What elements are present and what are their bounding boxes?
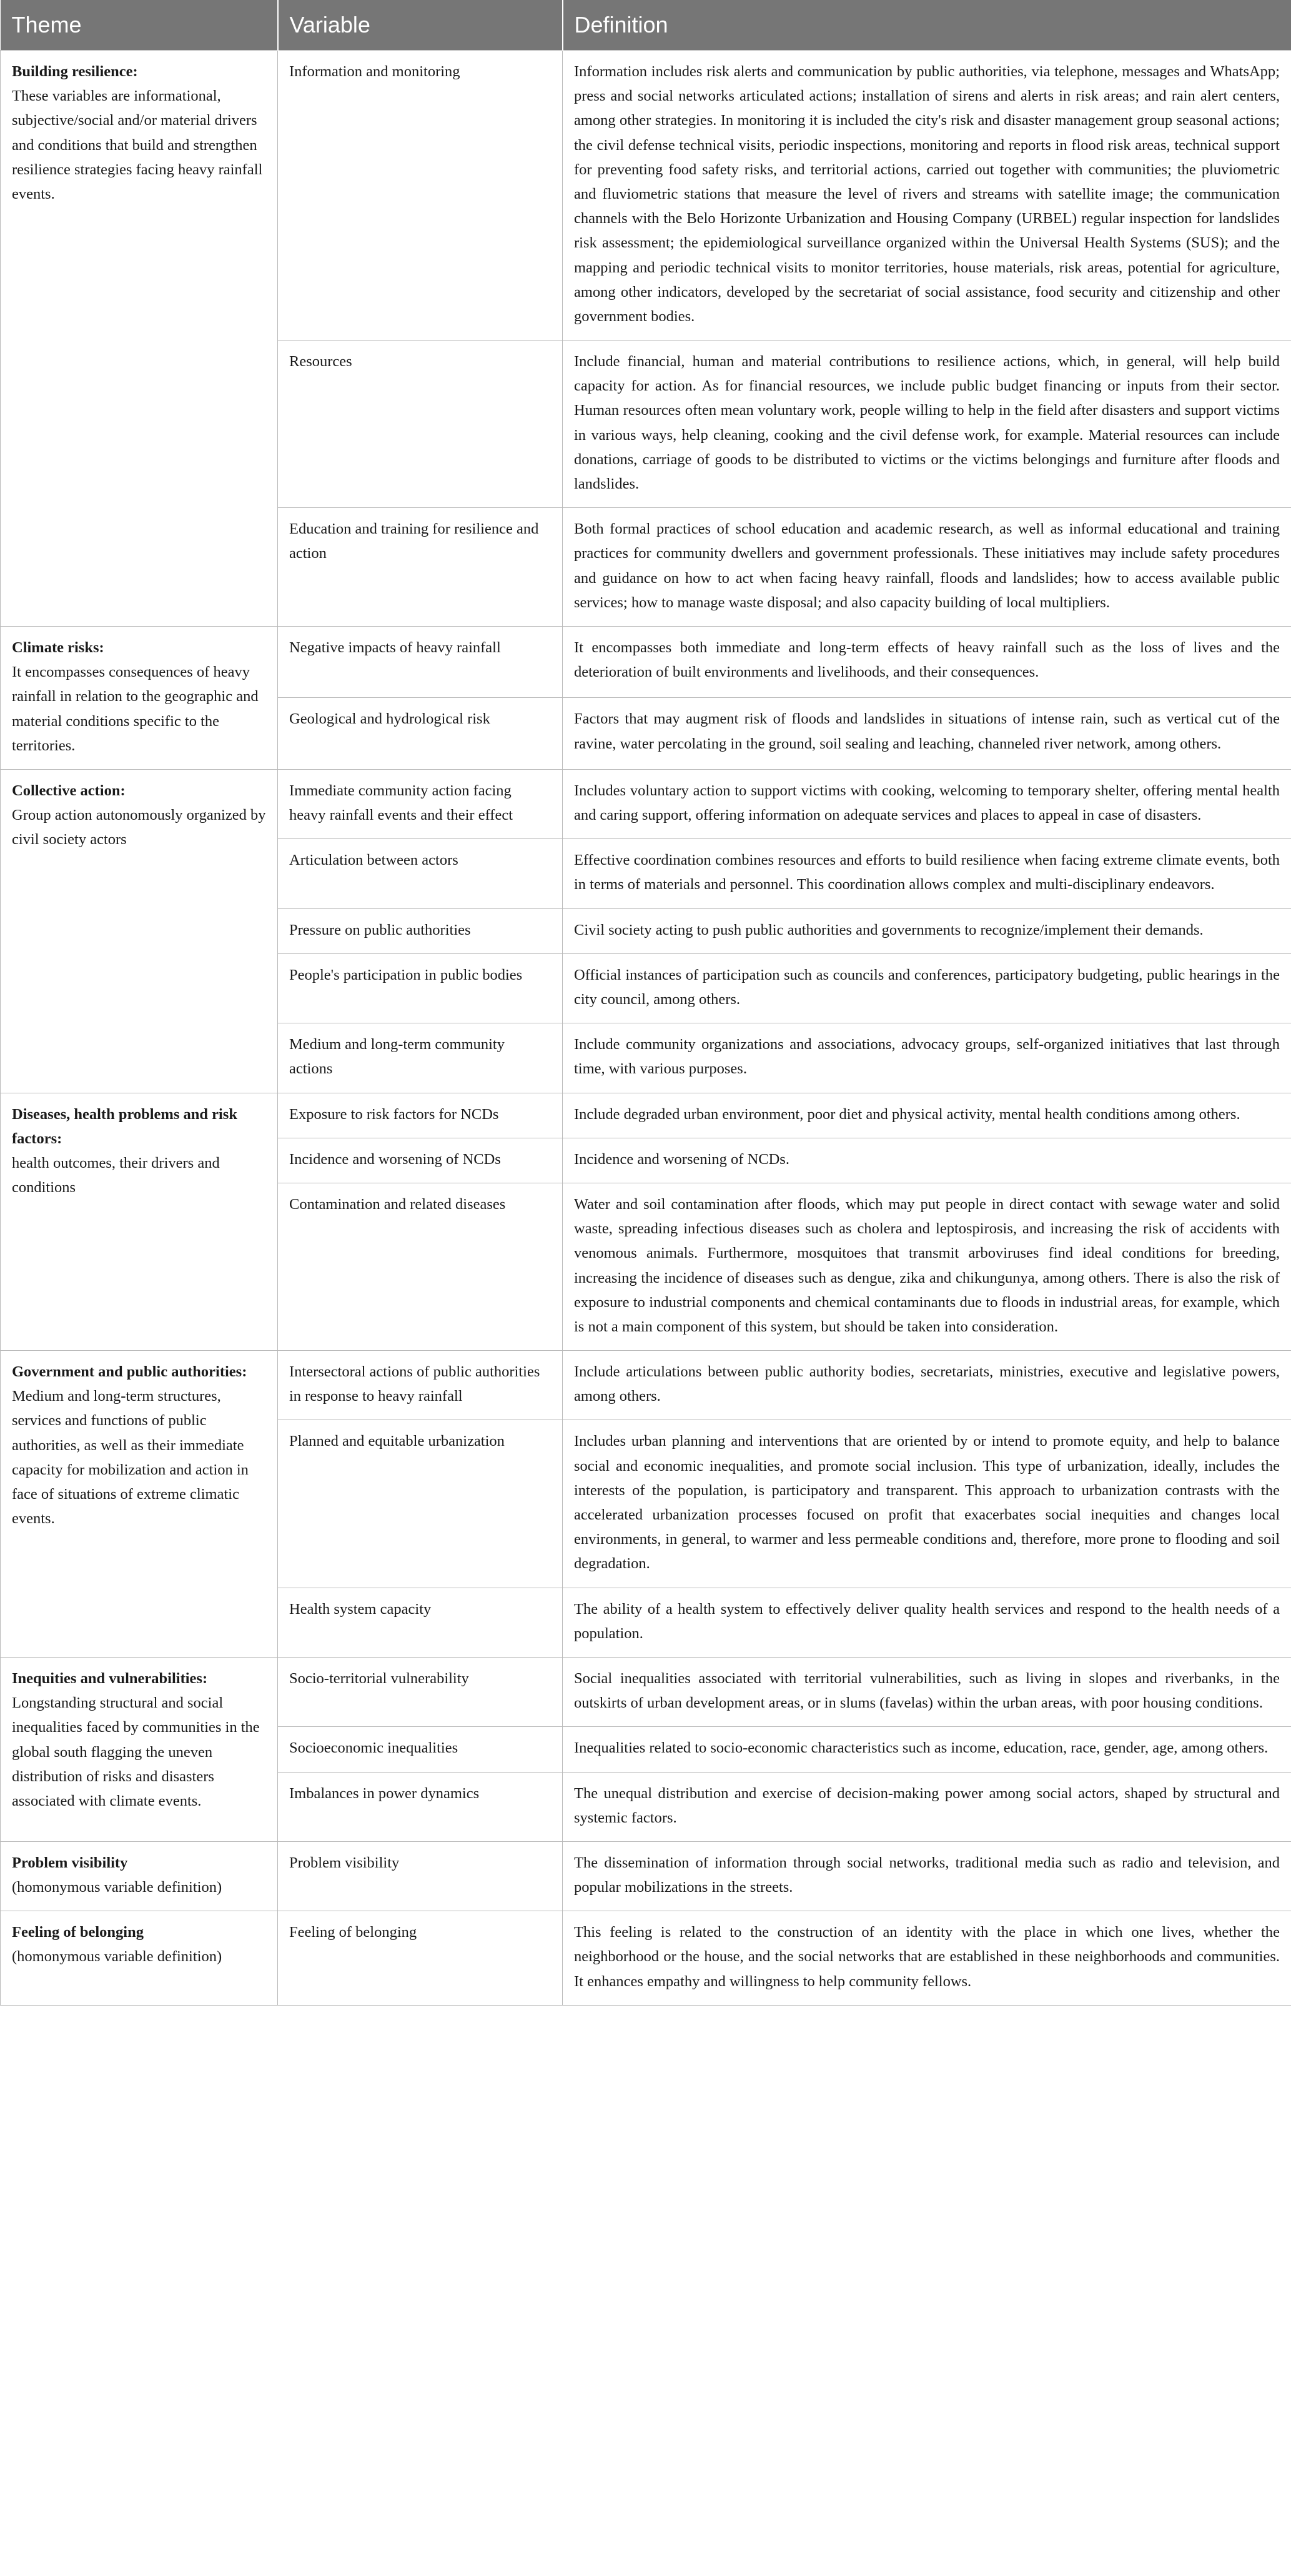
- theme-description: It encompasses consequences of heavy rainfall in relation to the geographic and material conditions specific to the territories.: [12, 664, 259, 754]
- definition-cell: Includes voluntary action to support victims with cooking, welcoming to temporary shelter, offering mental health and caring support, offering information on adequate services and places to appeal in case of disasters.: [563, 769, 1291, 838]
- variable-cell: Negative impacts of heavy rainfall: [278, 626, 563, 697]
- variable-cell: Articulation between actors: [278, 839, 563, 908]
- variable-cell: Medium and long-term community actions: [278, 1023, 563, 1093]
- theme-description: (homonymous variable definition): [12, 1948, 222, 1966]
- theme-title: Problem visibility: [12, 1854, 128, 1871]
- variable-cell: People's participation in public bodies: [278, 953, 563, 1023]
- variable-cell: Contamination and related diseases: [278, 1183, 563, 1350]
- theme-description: health outcomes, their drivers and conditions: [12, 1154, 220, 1196]
- variable-cell: Socio-territorial vulnerability: [278, 1657, 563, 1726]
- definition-cell: Social inequalities associated with territorial vulnerabilities, such as living in slopes and riverbanks, in the outskirts of urban development areas, or in slums (favelas) within the urban areas, with poor housing conditions.: [563, 1657, 1291, 1726]
- theme-description: Longstanding structural and social inequalities faced by communities in the global south flagging the uneven distribution of risks and disasters associated with climate events.: [12, 1694, 260, 1809]
- variable-cell: Pressure on public authorities: [278, 908, 563, 953]
- definition-cell: Information includes risk alerts and communication by public authorities, via telephone, messages and WhatsApp; press and social networks articulated actions; installation of sirens and alerts in risk areas; and rain alert centers, among other strategies. In monitoring it is included the city's risk and disaster management group seasonal actions; the civil defense technical visits, periodic inspections, monitoring and reports in flood risk areas, technical support for preventing food safety risks, and territorial actions, carried out together with communities; the pluviometric and fluviometric stations that measure the level of rivers and streams with satellite image; the communication channels with the Belo Horizonte Urbanization and Housing Company (URBEL) regular inspection for landslides risk assessment; the epidemiological surveillance organized within the Universal Health Systems (SUS); and the mapping and periodic technical visits to monitor territories, house materials, risk areas, potential for agriculture, among other indicators, developed by the secretariat of social assistance, food security and citizenship and other government bodies.: [563, 51, 1291, 341]
- theme-title: Collective action:: [12, 782, 126, 799]
- definition-cell: Official instances of participation such as councils and conferences, participatory budgeting, public hearings in the city council, among others.: [563, 953, 1291, 1023]
- definition-cell: Include degraded urban environment, poor diet and physical activity, mental health conditions among others.: [563, 1093, 1291, 1138]
- variable-cell: Health system capacity: [278, 1588, 563, 1657]
- table-row: [1, 626, 1291, 697]
- definition-cell: Both formal practices of school education and academic research, as well as informal educational and training practices for community dwellers and government professionals. These initiatives may include safety procedures and guidance on how to act when facing heavy rainfall, floods and landslides; how to access available public services; how to manage waste disposal; and also capacity building of local multipliers.: [563, 508, 1291, 627]
- variable-cell: Immediate community action facing heavy rainfall events and their effect: [278, 769, 563, 838]
- definition-cell: Includes urban planning and interventions that are oriented by or intend to promote equity, and help to balance social and economic inequalities, and promote social inclusion. This type of urbanization, ideally, includes the interests of the population, is participatory and transparent. This approach to urbanization contrasts with the accelerated urbanization processes focused on profit that exacerbates social inequities and changes local environments, in general, to warmer and less permeable conditions and, therefore, more prone to flooding and soil degradation.: [563, 1420, 1291, 1588]
- theme-cell: [1, 1351, 278, 1658]
- definition-cell: The dissemination of information through social networks, traditional media such as radio and television, and popular mobilizations in the streets.: [563, 1841, 1291, 1911]
- variable-cell: Resources: [278, 341, 563, 508]
- definition-cell: Water and soil contamination after floods, which may put people in direct contact with sewage water and solid waste, spreading infectious diseases such as cholera and leptospirosis, and increasing the risk of accidents with venomous animals. Furthermore, mosquitoes that transmit arboviruses find ideal conditions for breeding, increasing the incidence of diseases such as dengue, zika and chikungunya, among others. There is also the risk of exposure to industrial components and chemical contaminants due to floods in industrial areas, for example, which is not a main component of this system, but should be taken into consideration.: [563, 1183, 1291, 1350]
- variable-cell: Geological and hydrological risk: [278, 698, 563, 769]
- theme-cell: [1, 626, 278, 769]
- table-body: [1, 51, 1291, 2006]
- definition-cell: Effective coordination combines resources and efforts to build resilience when facing extreme climate events, both in terms of materials and personnel. This coordination allows complex and multi-disciplinary endeavors.: [563, 839, 1291, 908]
- definition-cell: Factors that may augment risk of floods and landslides in situations of intense rain, such as vertical cut of the ravine, water percolating in the ground, soil sealing and leaching, channeled river network, among others.: [563, 698, 1291, 769]
- theme-description: Medium and long-term structures, services and functions of public authorities, as well as their immediate capacity for mobilization and action in face of situations of extreme climatic events.: [12, 1388, 249, 1528]
- definition-cell: The ability of a health system to effectively deliver quality health services and respond to the health needs of a population.: [563, 1588, 1291, 1657]
- theme-cell: [1, 1657, 278, 1841]
- definition-cell: Incidence and worsening of NCDs.: [563, 1138, 1291, 1183]
- variable-cell: Intersectoral actions of public authorities in response to heavy rainfall: [278, 1351, 563, 1420]
- variable-cell: Incidence and worsening of NCDs: [278, 1138, 563, 1183]
- theme-description: Group action autonomously organized by civil society actors: [12, 807, 266, 848]
- table-row: [1, 1841, 1291, 1911]
- theme-title: Diseases, health problems and risk factors:: [12, 1105, 237, 1147]
- variable-cell: Problem visibility: [278, 1841, 563, 1911]
- table-row: [1, 51, 1291, 341]
- theme-cell: [1, 1841, 278, 1911]
- theme-description: (homonymous variable definition): [12, 1879, 222, 1896]
- definition-cell: It encompasses both immediate and long-term effects of heavy rainfall such as the loss of lives and the deterioration of built environments and livelihoods, and their consequences.: [563, 626, 1291, 697]
- variable-cell: Planned and equitable urbanization: [278, 1420, 563, 1588]
- variable-cell: Information and monitoring: [278, 51, 563, 341]
- definition-cell: Include articulations between public authority bodies, secretariats, ministries, executive and legislative powers, among others.: [563, 1351, 1291, 1420]
- theme-title: Feeling of belonging: [12, 1924, 144, 1941]
- variable-cell: Feeling of belonging: [278, 1911, 563, 2006]
- header-theme: Theme: [1, 0, 278, 51]
- definition-cell: Include financial, human and material contributions to resilience actions, which, in general, will help build capacity for action. As for financial resources, we include public budget financing or inputs from their sector. Human resources often mean voluntary work, people willing to help in the field after disasters and support victims in various ways, help cleaning, cooking and the civil defense work, for example. Material resources can include donations, carriage of goods to be distributed to victims or the victims belongings and furniture after floods and landslides.: [563, 341, 1291, 508]
- variable-cell: Education and training for resilience and action: [278, 508, 563, 627]
- table-header: [1, 0, 1291, 51]
- theme-cell: [1, 51, 278, 627]
- header-row: [1, 0, 1291, 51]
- table-row: [1, 1351, 1291, 1420]
- definition-cell: Include community organizations and associations, advocacy groups, self-organized initiatives that last through time, with various purposes.: [563, 1023, 1291, 1093]
- theme-title: Inequities and vulnerabilities:: [12, 1669, 208, 1687]
- table-row: [1, 1093, 1291, 1138]
- header-definition: Definition: [563, 0, 1291, 51]
- theme-title: Government and public authorities:: [12, 1363, 247, 1381]
- definition-cell: Civil society acting to push public authorities and governments to recognize/implement their demands.: [563, 908, 1291, 953]
- header-variable: Variable: [278, 0, 563, 51]
- definition-cell: The unequal distribution and exercise of decision-making power among social actors, shaped by structural and systemic factors.: [563, 1772, 1291, 1841]
- theme-title: Climate risks:: [12, 639, 104, 656]
- table-row: [1, 769, 1291, 838]
- theme-cell: [1, 769, 278, 1093]
- theme-title: Building resilience:: [12, 63, 138, 80]
- theme-description: These variables are informational, subjective/social and/or material drivers and conditions that build and strengthen resilience strategies facing heavy rainfall events.: [12, 87, 263, 202]
- variable-cell: Socioeconomic inequalities: [278, 1727, 563, 1772]
- definition-cell: Inequalities related to socio-economic characteristics such as income, education, race, gender, age, among others.: [563, 1727, 1291, 1772]
- table-row: [1, 1911, 1291, 2006]
- variable-cell: Imbalances in power dynamics: [278, 1772, 563, 1841]
- theme-cell: [1, 1911, 278, 2006]
- table-row: [1, 1657, 1291, 1726]
- theme-cell: [1, 1093, 278, 1351]
- definition-cell: This feeling is related to the construction of an identity with the place in which one lives, whether the neighborhood or the house, and the social networks that are established in these neighborhoods and communities. It enhances empathy and willingness to help community fellows.: [563, 1911, 1291, 2006]
- variable-cell: Exposure to risk factors for NCDs: [278, 1093, 563, 1138]
